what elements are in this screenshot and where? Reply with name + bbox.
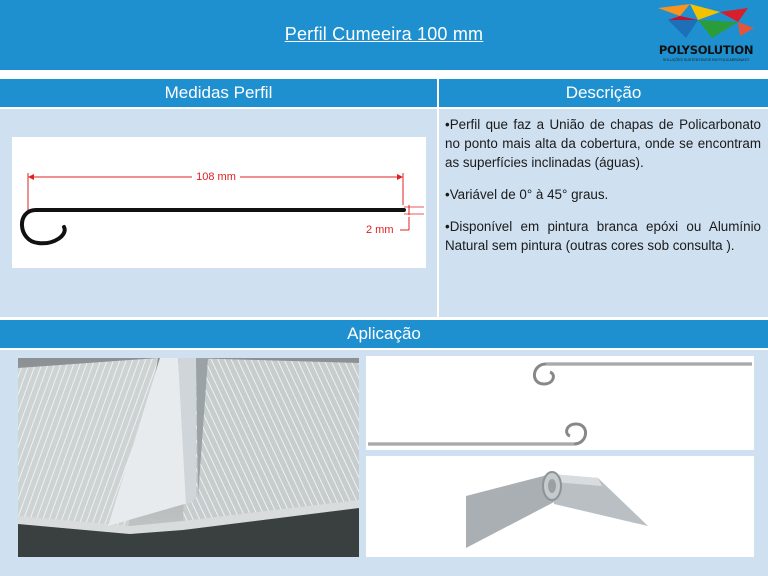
profile-side-views: [366, 356, 754, 450]
profile-dimension-drawing: [12, 137, 426, 268]
logo-wordmark: POLYSOLUTION: [658, 43, 754, 57]
description-item: •Disponível em pintura branca epóxi ou Alumínio Natural sem pintura (outras cores sob consulta ).: [445, 219, 761, 253]
page-title: Perfil Cumeeira 100 mm: [284, 24, 484, 44]
description-list: [445, 115, 761, 268]
installed-ridge-photo: [18, 358, 359, 557]
description-item: •Perfil que faz a União de chapas de Policarbonato no ponto mais alta da cobertura, onde se encontram as superfícies inclinadas (águas).: [445, 117, 761, 170]
polysolution-logo: [650, 2, 760, 68]
logo-tagline: SOLUÇÕES SUSTENTÁVEIS EM POLICARBONATO: [662, 58, 750, 62]
section-descricao: Descrição: [439, 79, 768, 107]
section-aplicacao: Aplicação: [0, 320, 768, 348]
description-item: •Variável de 0° à 45° graus.: [445, 187, 609, 202]
header-bar: [0, 0, 768, 70]
profile-3d-view: [366, 456, 754, 557]
thickness-dimension-label: 2 mm: [366, 224, 394, 236]
length-dimension-label: 108 mm: [192, 170, 240, 184]
section-medidas-perfil: Medidas Perfil: [0, 79, 437, 107]
profile-drawing: [12, 137, 426, 268]
logo-mark-icon: [650, 2, 760, 46]
